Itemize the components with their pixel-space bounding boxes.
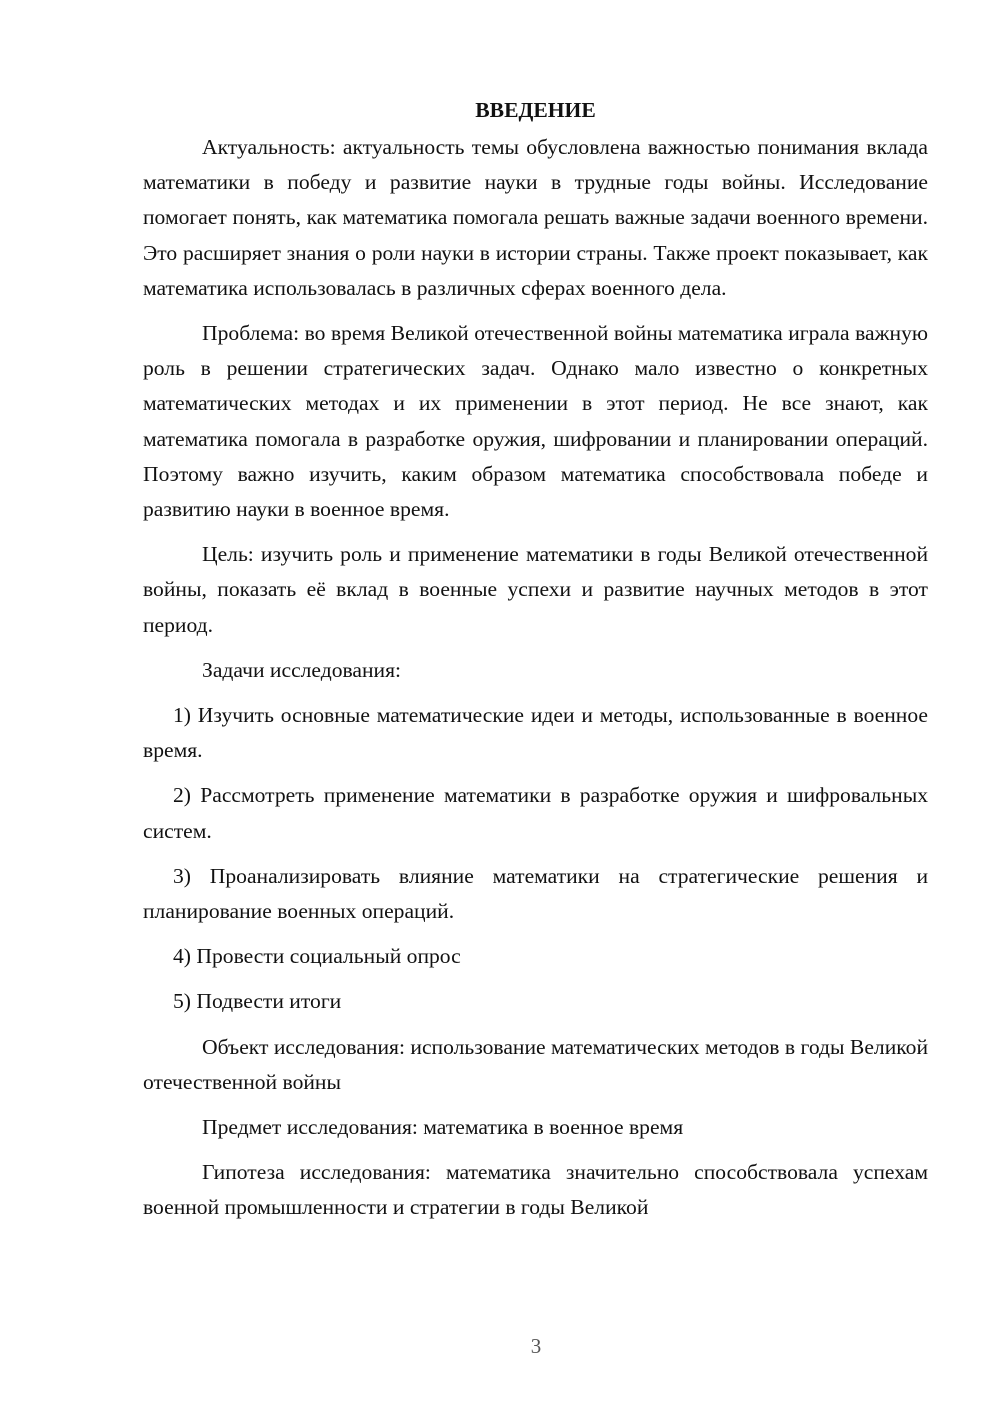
tasks-list xyxy=(143,698,928,1020)
paragraph-goal: Цель: изучить роль и применение математики в годы Великой отечественной войны, показать её вклад в военные успехи и развитие научных методов в этот период. xyxy=(143,542,928,637)
list-item: 5) Подвести итоги xyxy=(173,989,342,1014)
list-item: 4) Провести социальный опрос xyxy=(173,944,461,969)
list-item: 2) Рассмотреть применение математики в разработке оружия и шифровальных систем. xyxy=(143,783,928,843)
paragraph-subject: Предмет исследования: математика в военное время xyxy=(202,1115,684,1140)
page-body xyxy=(143,93,928,1226)
page-number: 3 xyxy=(530,1334,542,1358)
list-item: 1) Изучить основные математические идеи и методы, использованные в военное время. xyxy=(143,703,928,763)
paragraph-hypothesis: Гипотеза исследования: математика значительно способствовала успехам военной промышленности и стратегии в годы Великой xyxy=(143,1160,928,1220)
paragraph-relevance: Актуальность: актуальность темы обусловлена важностью понимания вклада математики в победу и развитие науки в трудные годы войны. Исследование помогает понять, как математика помогала решать важные задачи военного времени. Это расширяет знания о роли науки в истории страны. Также проект показывает, как математика использовалась в различных сферах военного дела. xyxy=(143,135,928,300)
list-item: 3) Проанализировать влияние математики на стратегические решения и планирование военных операций. xyxy=(143,863,928,924)
page-title: ВВЕДЕНИЕ xyxy=(475,98,596,122)
paragraph-problem: Проблема: во время Великой отечественной войны математика играла важную роль в решении стратегических задач. Однако мало известно о конкретных математических методах и их применении в этот период. Не все знают, как математика помогала в разработке оружия, шифровании и планировании операций. Поэтому важно изучить, каким образом математика способствовала победе и развитию науки в военное время. xyxy=(143,321,928,522)
paragraph-object: Объект исследования: использование математических методов в годы Великой отечественной войны xyxy=(143,1034,928,1094)
tasks-heading: Задачи исследования: xyxy=(202,657,402,682)
